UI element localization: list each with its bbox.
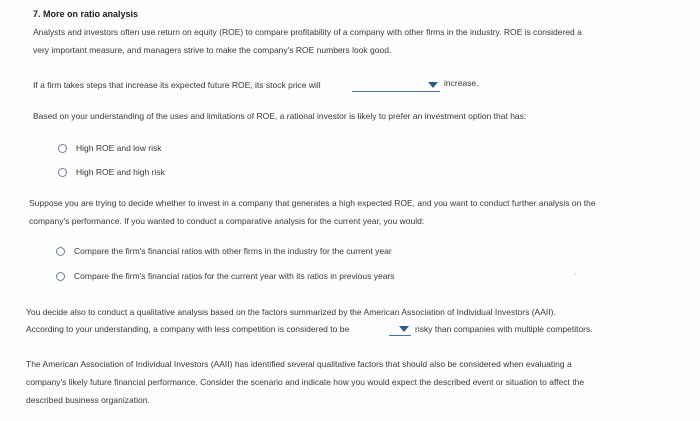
risk-level-dropdown[interactable]	[389, 323, 411, 336]
q5-line-3: described business organization.	[26, 395, 150, 405]
radio-option-compare-industry[interactable]	[56, 246, 392, 256]
radio-button[interactable]	[58, 168, 67, 177]
q2-prompt: Based on your understanding of the uses and limitations of ROE, a rational investor is likely to prefer an investment option that has:	[33, 111, 527, 121]
cursor-mark: ˌ	[574, 265, 577, 275]
radio-label: High ROE and high risk	[76, 167, 165, 177]
q4-suffix: risky than companies with multiple competitors.	[415, 324, 593, 334]
q3-line-2: company's performance. If you wanted to conduct a comparative analysis for the current year, you would:	[29, 216, 425, 226]
stock-price-dropdown[interactable]	[352, 79, 440, 92]
q3-paragraph	[29, 194, 689, 230]
chevron-down-icon	[399, 326, 409, 332]
radio-option-high-roe-low-risk[interactable]	[58, 143, 162, 153]
radio-option-compare-previous-years[interactable]	[56, 271, 395, 281]
q1-prefix: If a firm takes steps that increase its expected future ROE, its stock price will	[33, 80, 321, 90]
q4-line-1: You decide also to conduct a qualitative analysis based on the factors summarized by the American Association of Individual Investors (AAII).	[26, 307, 556, 317]
radio-option-high-roe-high-risk[interactable]	[58, 167, 165, 177]
radio-button[interactable]	[58, 144, 67, 153]
intro-paragraph	[33, 23, 673, 59]
q1-suffix: increase.	[444, 78, 479, 88]
q5-line-2: company's likely future financial performance. Consider the scenario and indicate how you would expect the described event or situation to affect the	[26, 377, 585, 387]
radio-label: Compare the firm's financial ratios with other firms in the industry for the current year	[74, 246, 392, 256]
intro-line-1: Analysts and investors often use return on equity (ROE) to compare profitability of a company with other firms in the industry. ROE is considered a	[33, 27, 582, 37]
q5-paragraph	[26, 355, 691, 409]
q4-prefix: According to your understanding, a company with less competition is considered to be	[26, 324, 350, 334]
question-title: 7. More on ratio analysis	[33, 9, 139, 19]
radio-button[interactable]	[56, 247, 65, 256]
q5-line-1: The American Association of Individual Investors (AAII) has identified several qualitative factors that should also be considered when evaluating a	[26, 359, 572, 369]
chevron-down-icon	[428, 82, 438, 88]
radio-label: Compare the firm's financial ratios for the current year with its ratios in previous years	[74, 271, 395, 281]
intro-line-2: very important measure, and managers strive to make the company's ROE numbers look good.	[33, 45, 392, 55]
q3-line-1: Suppose you are trying to decide whether to invest in a company that generates a high expected ROE, and you want to conduct further analysis on the	[29, 198, 596, 208]
radio-label: High ROE and low risk	[76, 143, 162, 153]
radio-button[interactable]	[56, 272, 65, 281]
